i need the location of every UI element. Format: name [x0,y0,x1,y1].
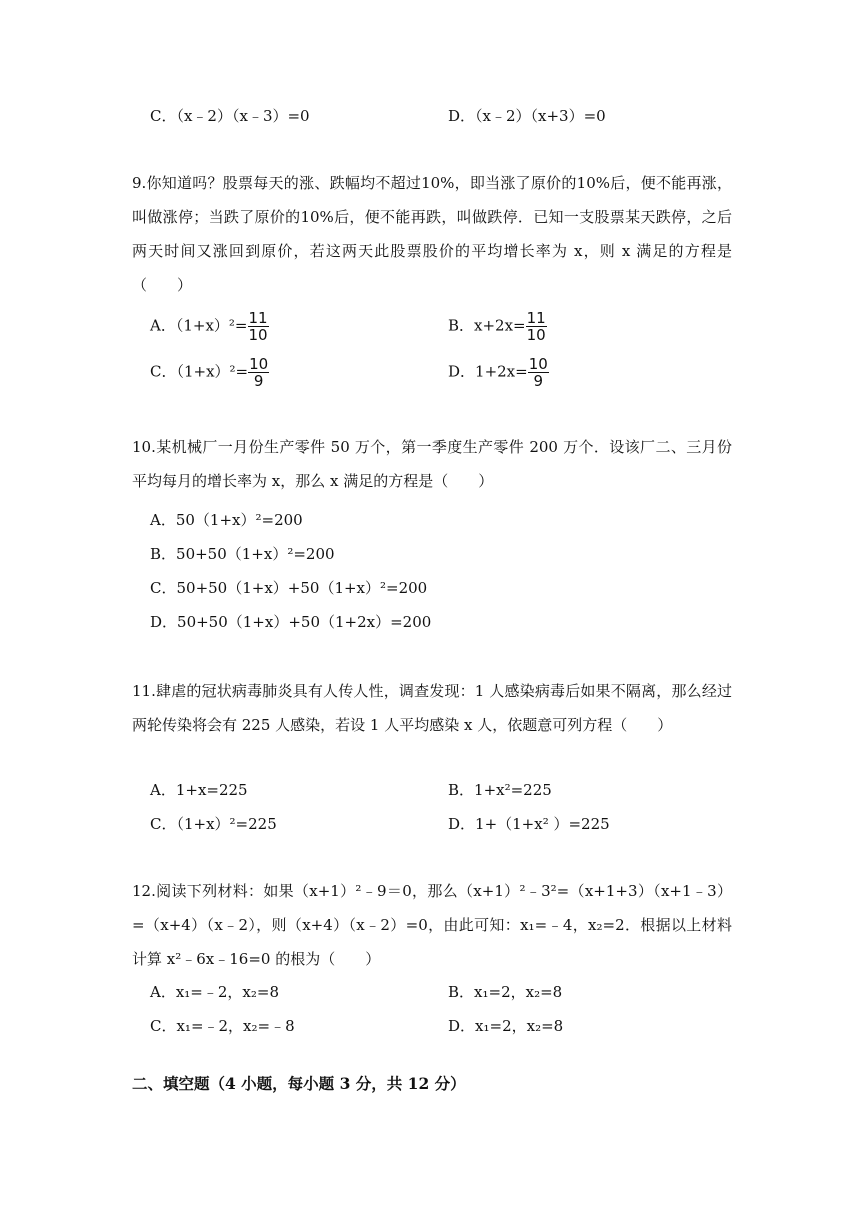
q10-stem: 10.某机械厂一月份生产零件 50 万个，第一季度生产零件 200 万个．设该厂二、三月份平均每月的增长率为 x，那么 x 满足的方程是（ ） [132,438,732,490]
fraction: $\frac{11}{10}$ [248,309,268,344]
q9-stem: 9.你知道吗？股票每天的涨、跌幅均不超过10%，即当涨了原价的10%后，便不能再涨，叫做涨停；当跌了原价的10%后，便不能再跌，叫做跌停．已知一支股票某天跌停，之后两天时间又涨回到原价，若这两天此股票股价的平均增长率为 x，则 x 满足的方程是（ ） [132,174,732,294]
q9-option-a [150,310,269,343]
q9-option-a-label: A．（1+x）²= [150,316,248,335]
fraction: $\frac{10}{9}$ [249,355,269,390]
q10-option-b: B．50+50（1+x）²=200 [150,545,335,563]
q11-option-b: B．1+x²=225 [448,781,552,799]
q9-option-b [448,310,547,343]
q12-option-b: B．x₁=2，x₂=8 [448,983,563,1001]
q8-option-c: C．（x﹣2）（x﹣3）=0 [150,107,310,125]
q12-option-d: D．x₁=2，x₂=8 [448,1017,564,1035]
q11-option-d: D．1+（1+x² ）=225 [448,815,610,833]
q9-option-c [150,356,269,389]
section-heading: 二、填空题（4 小题，每小题 3 分，共 12 分） [132,1074,466,1093]
fraction: $\frac{11}{10}$ [526,309,546,344]
q11-option-a: A．1+x=225 [150,781,248,799]
q10-option-d: D．50+50（1+x）+50（1+2x）=200 [150,613,432,631]
q10-option-a: A．50（1+x）²=200 [150,511,303,529]
q11-option-c: C．（1+x）²=225 [150,815,277,833]
q9-option-c-label: C．（1+x）²= [150,362,249,381]
q12-stem: 12.阅读下列材料：如果（x+1）²﹣9＝0，那么（x+1）²﹣3²=（x+1+3）（x+1﹣3）=（x+4）（x﹣2），则（x+4）（x﹣2）=0，由此可知：x₁=﹣4，x₂=2．根据以上材料计算 x²﹣6x﹣16=0 的根为（ ） [132,882,732,968]
q12-option-a: A．x₁=﹣2，x₂=8 [150,983,280,1001]
q12-option-c: C．x₁=﹣2，x₂=﹣8 [150,1017,295,1035]
q9-option-d [448,356,549,389]
fraction: $\frac{10}{9}$ [528,355,548,390]
q9-option-b-label: B．x+2x= [448,316,526,335]
q9-option-d-label: D．1+2x= [448,362,528,381]
q10-option-c: C．50+50（1+x）+50（1+x）²=200 [150,579,428,597]
q11-stem: 11.肆虐的冠状病毒肺炎具有人传人性，调查发现：1 人感染病毒后如果不隔离，那么经过两轮传染将会有 225 人感染，若设 1 人平均感染 x 人，依题意可列方程（ ） [132,682,732,734]
q8-option-d: D．（x﹣2）（x+3）=0 [448,107,606,125]
